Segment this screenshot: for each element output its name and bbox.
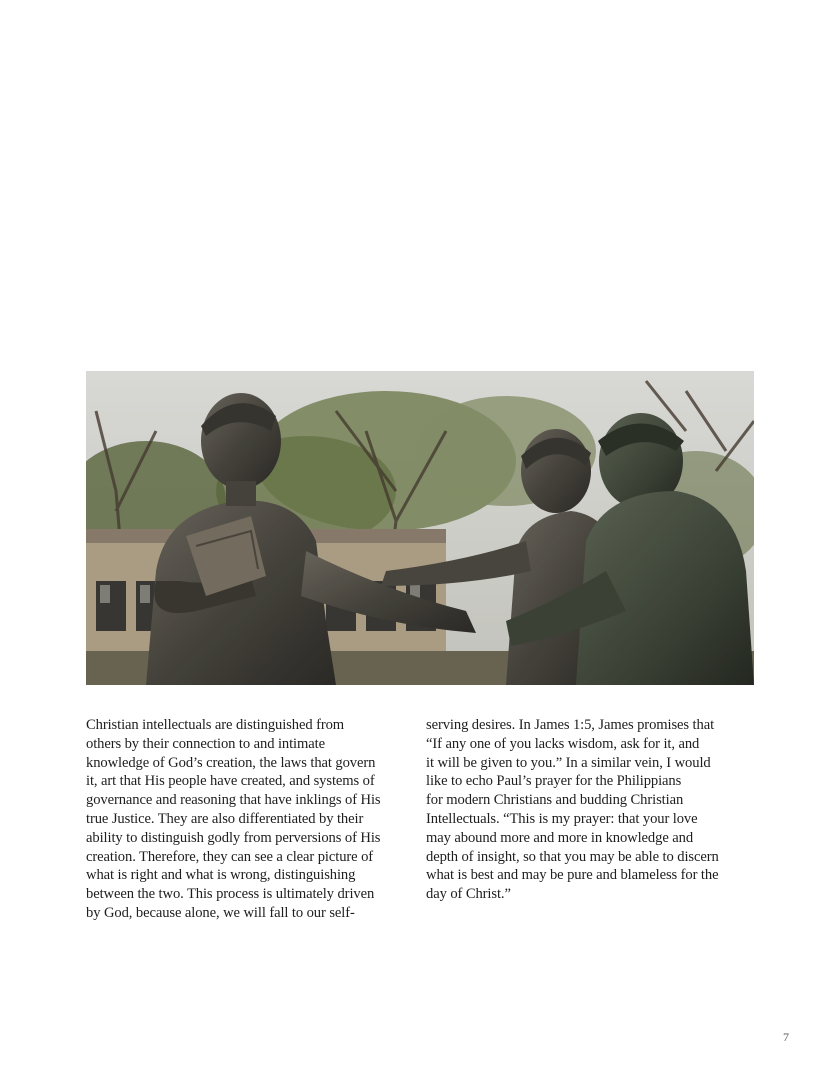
text-line: knowledge of God’s creation, the laws that govern (86, 754, 376, 771)
text-line: for modern Christians and budding Christian (426, 792, 684, 809)
text-line: by God, because alone, we will fall to our self- (86, 904, 355, 921)
text-line: day of Christ.” (426, 886, 511, 903)
text-line: Christian intellectuals are distinguished from (86, 717, 345, 733)
text-line: it will be given to you.” In a similar vein, I would (426, 754, 711, 771)
text-line: Intellectuals. “This is my prayer: that your love (426, 810, 698, 827)
text-line: what is best and may be pure and blameless for the (426, 867, 719, 884)
text-line: creation. Therefore, they can see a clear picture of (86, 848, 374, 865)
text-line: true Justice. They are also differentiated by their (86, 810, 364, 827)
text-line: like to echo Paul’s prayer for the Philippians (426, 773, 682, 790)
text-line: between the two. This process is ultimately driven (86, 886, 375, 903)
text-line: it, art that His people have created, and systems of (86, 773, 375, 790)
article-body (86, 716, 756, 946)
text-line: may abound more and more in knowledge and (426, 829, 694, 846)
statue-photo-illustration (86, 371, 754, 685)
text-line: serving desires. In James 1:5, James promises that (426, 717, 715, 733)
text-line: “If any one of you lacks wisdom, ask for it, and (426, 735, 700, 752)
statue-photo (86, 371, 754, 685)
text-line: what is right and what is wrong, distinguishing (86, 867, 356, 884)
text-column-left (86, 716, 416, 923)
page-number: 7 (783, 1030, 789, 1044)
text-line: depth of insight, so that you may be able to discern (426, 848, 719, 865)
text-line: others by their connection to and intimate (86, 735, 325, 752)
text-line: ability to distinguish godly from perversions of His (86, 829, 381, 846)
text-column-right (426, 716, 756, 904)
text-line: governance and reasoning that have inklings of His (86, 792, 381, 809)
